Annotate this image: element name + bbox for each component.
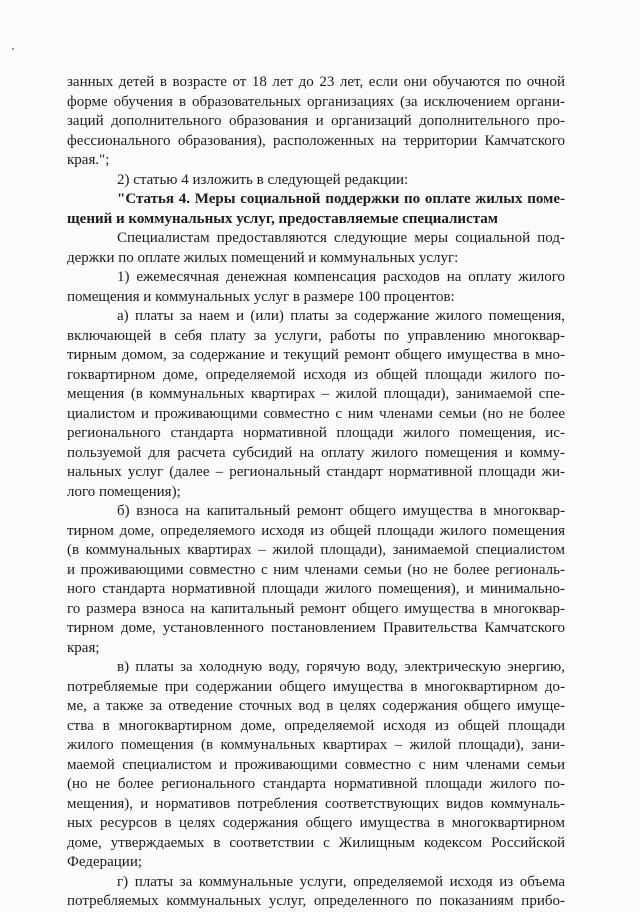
- text-line: потребляемые при содержании общего имущества в многоквартирном до-: [67, 678, 565, 695]
- text-line: мещения), и нормативов потребления соответствующих видов коммуналь-: [67, 795, 565, 812]
- text-line: маемой специалистом и проживающими совместно с ним членами семьи: [67, 756, 565, 773]
- text-line: края.";: [67, 152, 110, 168]
- text-line: фессионального образования), расположенных на территории Камчатского: [67, 132, 565, 149]
- text-line: регионального стандарта нормативной площади жилого помещения, ис-: [67, 425, 565, 441]
- text-line: помещения и коммунальных услуг в размере 100 процентов:: [67, 288, 455, 305]
- text-line: ме, а также за отведение сточных вод в целях содержания общего имуще-: [67, 698, 565, 714]
- text-line: ства в многоквартирном доме, определяемой исходя из общей площади: [67, 717, 565, 734]
- text-line: го размера взноса на капитальный ремонт общего имущества в многоквар-: [67, 600, 565, 617]
- text-line: циалистом и проживающими совместно с ним членами семьи (но не более: [67, 405, 565, 422]
- text-line: мещения (в коммунальных квартирах – жилой площади), занимаемой спе-: [67, 386, 565, 402]
- text-line: Специалистам предоставляются следующие меры социальной под-: [117, 230, 565, 246]
- text-line: 2) статью 4 изложить в следующей редакции:: [117, 171, 409, 188]
- document-body: [67, 73, 565, 912]
- text-line: гоквартирном доме, определяемой исходя из общей площади жилого по-: [67, 366, 565, 383]
- text-line: ных ресурсов в целях содержания общего имущества в многоквартирном: [67, 815, 565, 831]
- text-line: доме, утверждаемых в соответствии с Жилищным кодексом Российской: [67, 834, 565, 851]
- text-line: держки по оплате жилых помещений и коммунальных услуг:: [67, 249, 459, 266]
- text-line: пользуемой для расчета субсидий на оплату жилого помещения и комму-: [67, 444, 565, 461]
- text-line: и проживающими совместно с ним членами семьи (но не более региональ-: [67, 561, 565, 578]
- text-line: б) взноса на капитальный ремонт общего имущества в многоквар-: [117, 503, 565, 519]
- text-line: (в коммунальных квартирах – жилой площади), занимаемой специалистом: [67, 542, 565, 558]
- text-line: "Статья 4. Меры социальной поддержки по оплате жилых поме-: [117, 191, 565, 207]
- text-line: нальных услуг (далее – региональный стандарт нормативной площади жи-: [67, 464, 565, 480]
- text-line: занных детей в возрасте от 18 лет до 23 лет, если они обучаются по очной: [67, 74, 565, 90]
- text-line: ного стандарта нормативной площади жилого помещения), и минимально-: [67, 581, 565, 597]
- text-line: лого помещения);: [67, 483, 181, 500]
- text-line: включающей в себя плату за услуги, работы по управлению многоквар-: [67, 327, 565, 344]
- text-line: тирном доме, определяемого исходя из общей площади жилого помещения: [67, 522, 565, 539]
- text-line: 1) ежемесячная денежная компенсация расходов на оплату жилого: [117, 269, 565, 285]
- text-line: края;: [67, 639, 100, 656]
- text-line: тирным домом, за содержание и текущий ремонт общего имущества в мно-: [67, 347, 565, 363]
- scan-speck: [12, 48, 14, 50]
- text-line: Федерации;: [67, 854, 143, 870]
- text-line: а) платы за наем и (или) платы за содержание жилого помещения,: [117, 308, 565, 324]
- text-line: тирном доме, установленного постановлением Правительства Камчатского: [67, 620, 565, 636]
- text-line: форме обучения в образовательных организациях (за исключением органи-: [67, 93, 565, 110]
- text-line: щений и коммунальных услуг, предоставляемые специалистам: [67, 210, 498, 227]
- text-line: жилого помещения (в коммунальных квартирах – жилой площади), зани-: [67, 737, 565, 753]
- text-line: потребляемых коммунальных услуг, определенного по показаниям прибо-: [67, 893, 565, 909]
- text-line: г) платы за коммунальные услуги, определяемой исходя из объема: [117, 873, 565, 890]
- text-line: (но не более регионального стандарта нормативной площади жилого по-: [67, 776, 565, 792]
- text-line: в) платы за холодную воду, горячую воду, электрическую энергию,: [117, 659, 565, 675]
- text-line: заций дополнительного образования и организаций дополнительного про-: [67, 113, 565, 129]
